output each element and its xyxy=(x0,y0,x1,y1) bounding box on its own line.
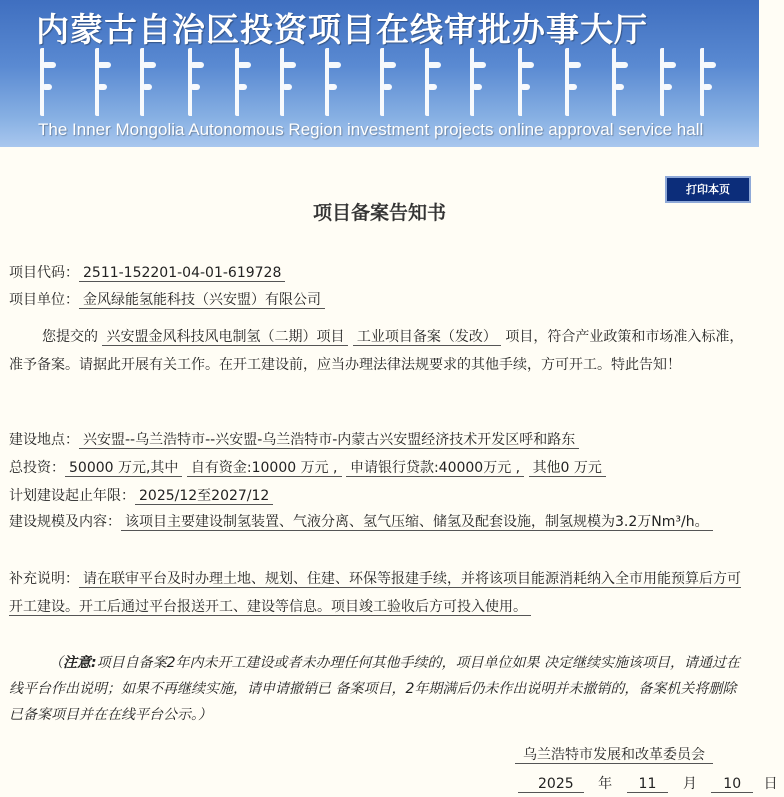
location-row xyxy=(9,429,579,449)
other-funds: 其他0 万元 xyxy=(529,460,606,477)
bank-loan: 申请银行贷款:40000万元 , xyxy=(346,460,524,477)
project-unit-value: 金风绿能氢能科技（兴安盟）有限公司 xyxy=(79,292,325,309)
investment-value: 50000 万元,其中 xyxy=(65,460,182,477)
document-title: 项目备案告知书 xyxy=(312,202,446,224)
scale-paragraph xyxy=(9,508,747,536)
print-button[interactable]: 打印本页 xyxy=(665,176,751,203)
notice-paragraph xyxy=(9,650,747,728)
note-close: ） xyxy=(198,707,212,723)
note-text: 项目自备案2年内未开工建设或者未办理任何其他手续的，项目单位如果 决定继续实施该项目，请通过在线平台作出说明；如果不再继续实施，请申请撤销已 备案项目，2年期满后仍未作出说明并未撤销的，备案机关将删除已备案项目并在在线平台公示。 xyxy=(9,655,740,723)
period-row xyxy=(9,485,273,505)
banner-title: 内蒙古自治区投资项目在线审批办事大厅 xyxy=(36,10,648,49)
period-label: 计划建设起止年限： xyxy=(9,488,135,504)
investment-label: 总投资： xyxy=(9,460,65,476)
mongolian-script-logo xyxy=(40,48,720,116)
intro-prefix: 您提交的 xyxy=(42,329,98,345)
project-code-value: 2511-152201-04-01-619728 xyxy=(79,265,285,282)
supplement-paragraph xyxy=(9,565,747,621)
date-row xyxy=(518,773,784,793)
intro-paragraph xyxy=(9,323,747,379)
date-year-unit: 年 xyxy=(598,776,613,792)
note-open: （ xyxy=(49,655,63,671)
intro-suffix: 项目，符合产业政策和市场准入标准，准予备案。请据此开展有关工作。在开工建设前，应当办理法律法规要求的其他手续，方可开工。特此告知！ xyxy=(9,329,744,373)
investment-row xyxy=(9,457,606,477)
issuing-authority: 乌兰浩特市发展和改革委员会 xyxy=(515,747,713,764)
filing-type: 工业项目备案（发改） xyxy=(353,329,501,346)
scale-label: 建设规模及内容： xyxy=(9,514,121,530)
note-label: 注意: xyxy=(63,655,97,671)
project-code-row xyxy=(9,262,285,282)
project-code-label: 项目代码： xyxy=(9,265,79,281)
date-day: 10 xyxy=(711,776,753,793)
date-year: 2025 xyxy=(518,776,584,793)
banner-subtitle-en: The Inner Mongolia Autonomous Region investment projects online approval service hall xyxy=(38,120,704,139)
date-day-unit: 日 xyxy=(763,776,778,792)
self-funds: 自有资金:10000 万元 , xyxy=(187,460,342,477)
location-label: 建设地点： xyxy=(9,432,79,448)
project-unit-label: 项目单位： xyxy=(9,292,79,308)
date-month-unit: 月 xyxy=(682,776,697,792)
header-banner xyxy=(0,0,759,147)
location-value: 兴安盟--乌兰浩特市--兴安盟-乌兰浩特市-内蒙古兴安盟经济技术开发区呼和路东 xyxy=(79,432,579,449)
scale-value: 该项目主要建设制氢装置、气液分离、氢气压缩、储氢及配套设施，制氢规模为3.2万Nm³/h。 xyxy=(121,514,713,531)
project-unit-row xyxy=(9,289,325,309)
date-month: 11 xyxy=(627,776,669,793)
period-value: 2025/12至2027/12 xyxy=(135,488,273,505)
supplement-value: 请在联审平台及时办理土地、规划、住建、环保等报建手续，并将该项目能源消耗纳入全市用能预算后方可开工建设。开工后通过平台报送开工、建设等信息。项目竣工验收后方可投入使用。 xyxy=(9,571,741,615)
authority-row xyxy=(515,744,713,764)
project-name: 兴安盟金风科技风电制氢（二期）项目 xyxy=(102,329,348,346)
supplement-label: 补充说明： xyxy=(9,571,79,587)
